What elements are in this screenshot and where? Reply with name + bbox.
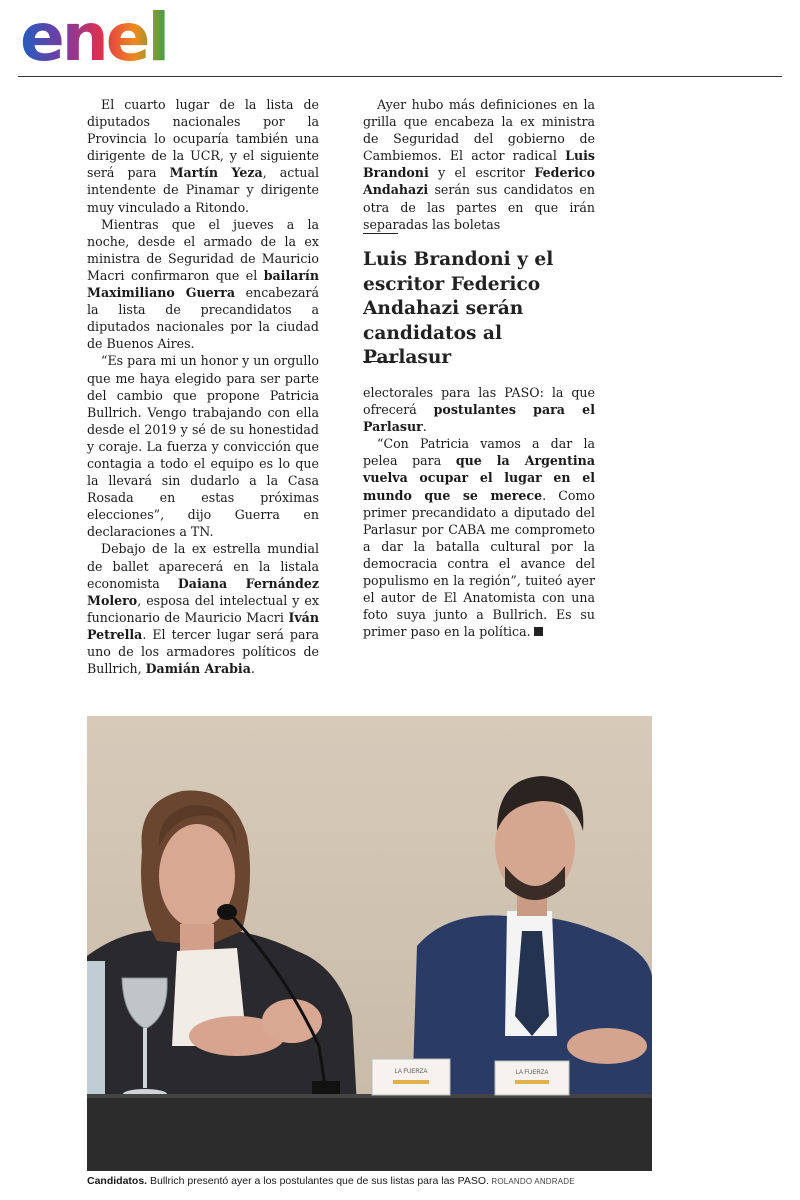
paragraph: electorales para las PASO: la que ofrecerá postulantes para el Parlasur. <box>363 385 595 435</box>
article-column-1 <box>87 96 319 677</box>
photo-caption <box>87 1174 652 1189</box>
water-bottle <box>87 961 105 1101</box>
pull-quote-rule-bottom <box>363 361 398 362</box>
article-column-3 <box>363 384 595 640</box>
pull-quote: Luis Brandoni y el escritor Federico Andahazi serán candidatos al Parlasur <box>363 249 554 369</box>
paragraph: “Con Patricia vamos a dar la pelea para que la Argentina vuelva ocupar el lugar en el mundo que se merece. Como primer precandidato a diputado del Parlasur por CABA me comprometo a dar la batalla cultural por la democracia contra el avance del populismo en la región”, tuiteó ayer el autor de El Anatomista con una foto suya junto a Bullrich. Es su primer paso en la política. <box>363 436 595 640</box>
photo-credit: ROLANDO ANDRADE <box>488 1177 575 1186</box>
paragraph: El cuarto lugar de la lista de diputados nacionales por la Provincia lo ocuparía también una dirigente de la UCR, y el siguiente será para Martín Yeza, actual intendente de Pinamar y dirigente muy vinculado a Ritondo. <box>87 97 319 215</box>
svg-text:LA FUERZA: LA FUERZA <box>515 1070 549 1076</box>
caption-text: Bullrich presentó ayer a los postulantes que de sus listas para las PASO. <box>147 1175 489 1187</box>
caption-lead: Candidatos. <box>87 1175 148 1187</box>
pull-quote-rule-top <box>363 233 398 234</box>
paragraph: Mientras que el jueves a la noche, desde el armado de la ex ministra de Seguridad de Mauricio Macri confirmaron que el bailarín Maximiliano Guerra encabezará la lista de precandidatos a diputados nacionales por la ciudad de Buenos Aires. <box>87 216 319 352</box>
photo-illustration <box>87 716 652 1171</box>
paragraph: “Es para mi un honor y un orgullo que me haya elegido para ser parte del cambio que propone Patricia Bullrich. Vengo trabajando con ella desde el 2019 y sé de su honestidad y coraje. La fuerza y convicción que contagia a todo el equipo es lo que la llevará sin dudarlo a la Casa Rosada en estas próximas elecciones”, dijo Guerra en declaraciones a TN. <box>87 353 319 540</box>
news-photo <box>87 716 652 1171</box>
name-placard-2 <box>495 1061 569 1095</box>
paragraph: Ayer hubo más definiciones en la grilla que encabeza la ex ministra de Seguridad del gobierno de Cambiemos. El actor radical Luis Brandoni y el escritor Federico Andahazi serán sus candidatos en otra de las partes en que irán separadas las boletas <box>363 97 595 232</box>
logo-wordmark: enel <box>20 4 168 68</box>
paragraph: Debajo de la ex estrella mundial de ballet aparecerá en la listala economista Daiana Fernández Molero, esposa del intelectual y ex funcionario de Mauricio Macri Iván Petrella. El tercer lugar será para uno de los armadores políticos de Bullrich, Damián Arabia. <box>87 541 319 677</box>
article-column-2 <box>363 96 595 233</box>
table <box>87 1096 652 1171</box>
svg-text:LA FUERZA: LA FUERZA <box>394 1069 428 1075</box>
page-header <box>18 0 782 77</box>
name-placard-1 <box>372 1059 450 1095</box>
enel-logo <box>20 4 190 68</box>
end-mark <box>534 627 543 636</box>
